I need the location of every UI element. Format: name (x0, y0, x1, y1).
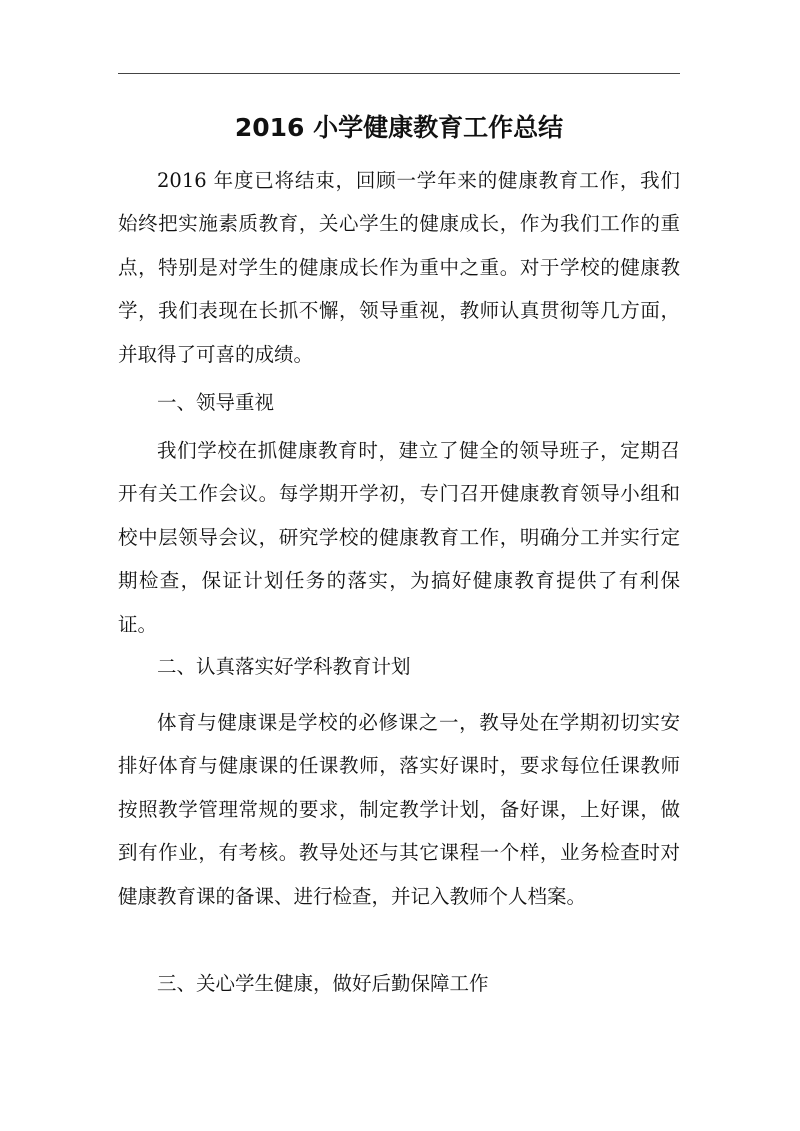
section-heading-1: 一、领导重视 (157, 391, 275, 414)
header-rule (118, 73, 680, 74)
section-heading-3: 三、关心学生健康，做好后勤保障工作 (157, 972, 489, 995)
section-body-1: 我们学校在抓健康教育时，建立了健全的领导班子，定期召开有关工作会议。每学期开学初，专门召开健康教育领导小组和校中层领导会议，研究学校的健康教育工作，明确分工并实行定期检查，保证计划任务的落实，为搞好健康教育提供了有利保证。 (118, 439, 680, 636)
section-heading-2: 二、认真落实好学科教育计划 (157, 655, 411, 678)
document-title: 2016 小学健康教育工作总结 (234, 113, 564, 142)
section-body-2: 体育与健康课是学校的必修课之一，教导处在学期初切实安排好体育与健康课的任课教师，落实好课时，要求每位任课教师按照教学管理常规的要求，制定教学计划，备好课，上好课，做到有作业，有考核。教导处还与其它课程一个样，业务检查时对健康教育课的备课、进行检查，并记入教师个人档案。 (118, 711, 680, 908)
intro-paragraph: 2016 年度已将结束，回顾一学年来的健康教育工作，我们始终把实施素质教育，关心学生的健康成长，作为我们工作的重点，特别是对学生的健康成长作为重中之重。对于学校的健康教学，我们表现在长抓不懈，领导重视，教师认真贯彻等几方面，并取得了可喜的成绩。 (118, 169, 680, 366)
